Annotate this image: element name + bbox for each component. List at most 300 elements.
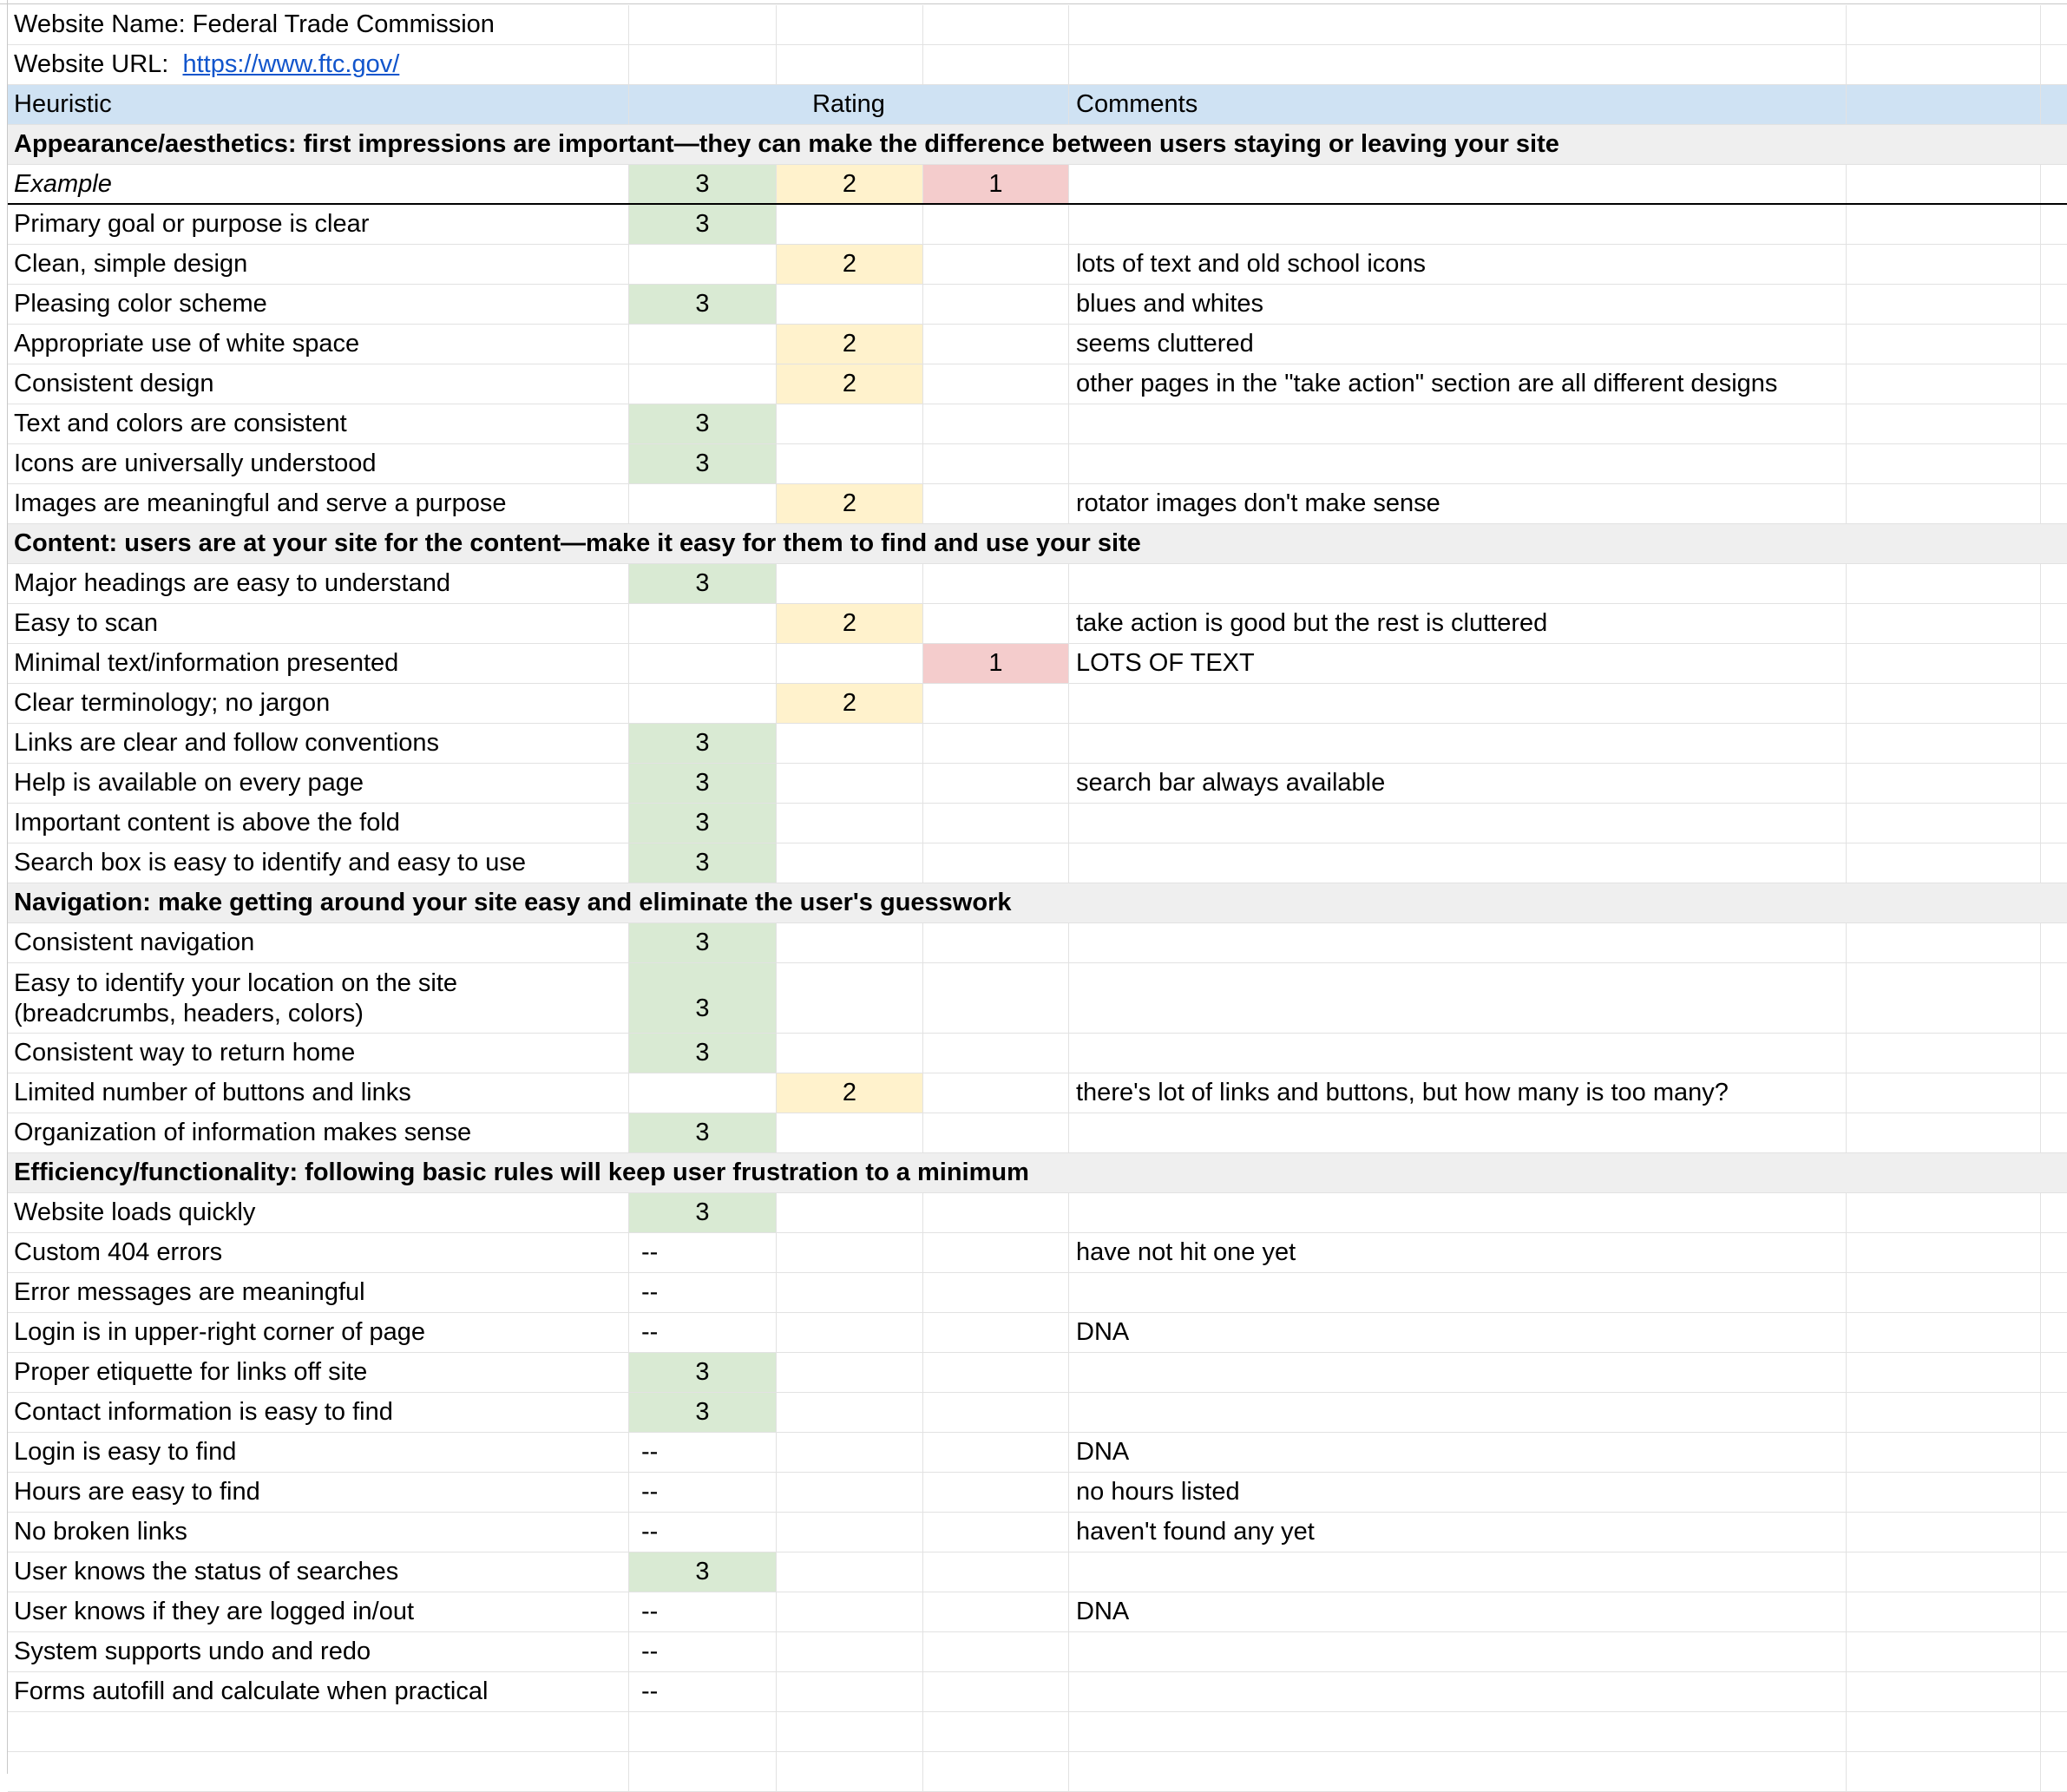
heuristic-cell[interactable]: Login is in upper-right corner of page bbox=[8, 1313, 629, 1352]
rating-cell[interactable]: 2 bbox=[777, 245, 923, 284]
empty-cell[interactable] bbox=[923, 1592, 1069, 1631]
empty-cell[interactable] bbox=[923, 604, 1069, 643]
rating-cell[interactable]: 3 bbox=[629, 205, 777, 244]
heuristic-cell[interactable]: Easy to identify your location on the site (breadcrumbs, headers, colors) bbox=[8, 963, 629, 1033]
heuristic-cell[interactable]: Consistent design bbox=[8, 364, 629, 404]
comment-cell[interactable]: seems cluttered bbox=[1069, 325, 1847, 364]
empty-cell[interactable] bbox=[1847, 1233, 2041, 1272]
header-blank[interactable] bbox=[1847, 85, 2041, 124]
empty-cell[interactable] bbox=[923, 724, 1069, 763]
rating-cell[interactable]: 2 bbox=[777, 325, 923, 364]
empty-cell[interactable] bbox=[777, 1313, 923, 1352]
section-title[interactable]: Efficiency/functionality: following basic rules will keep user frustration to a minimum bbox=[14, 1159, 1029, 1186]
empty-cell[interactable] bbox=[1847, 484, 2041, 523]
empty-cell[interactable] bbox=[1069, 684, 1847, 723]
empty-cell[interactable] bbox=[923, 1034, 1069, 1073]
empty-cell[interactable] bbox=[629, 604, 777, 643]
heuristic-cell[interactable]: Minimal text/information presented bbox=[8, 644, 629, 683]
rating-cell[interactable]: 2 bbox=[777, 484, 923, 523]
heuristic-cell[interactable]: User knows if they are logged in/out bbox=[8, 1592, 629, 1631]
heuristic-cell[interactable]: Error messages are meaningful bbox=[8, 1273, 629, 1312]
empty-cell[interactable] bbox=[2041, 724, 2067, 763]
comment-cell[interactable]: have not hit one yet bbox=[1069, 1233, 1847, 1272]
empty-cell[interactable] bbox=[923, 325, 1069, 364]
empty-cell[interactable] bbox=[777, 1193, 923, 1232]
empty-cell[interactable] bbox=[923, 205, 1069, 244]
rating-cell[interactable]: 2 bbox=[777, 604, 923, 643]
empty-cell[interactable] bbox=[1847, 5, 2041, 44]
empty-cell[interactable] bbox=[923, 1313, 1069, 1352]
empty-cell[interactable] bbox=[1069, 1752, 1847, 1791]
rating-cell[interactable]: 3 bbox=[629, 724, 777, 763]
empty-cell[interactable] bbox=[2041, 404, 2067, 443]
empty-cell[interactable] bbox=[1847, 1473, 2041, 1512]
table-row bbox=[8, 604, 2067, 644]
empty-cell[interactable] bbox=[2041, 1433, 2067, 1472]
heuristic-cell[interactable]: Hours are easy to find bbox=[8, 1473, 629, 1512]
empty-cell[interactable] bbox=[777, 404, 923, 443]
empty-cell[interactable] bbox=[2041, 764, 2067, 803]
empty-cell[interactable] bbox=[1069, 843, 1847, 883]
empty-row bbox=[8, 1752, 2067, 1792]
empty-cell[interactable] bbox=[1069, 1193, 1847, 1232]
empty-cell[interactable] bbox=[2041, 963, 2067, 1033]
rating-cell[interactable]: -- bbox=[629, 1433, 777, 1472]
rating-cell[interactable]: -- bbox=[629, 1632, 777, 1671]
empty-cell[interactable] bbox=[923, 764, 1069, 803]
empty-cell[interactable] bbox=[777, 1552, 923, 1592]
rating-cell[interactable]: -- bbox=[629, 1592, 777, 1631]
heuristic-cell[interactable]: Website loads quickly bbox=[8, 1193, 629, 1232]
empty-cell[interactable] bbox=[1847, 1552, 2041, 1592]
empty-cell[interactable] bbox=[777, 45, 923, 84]
empty-cell[interactable] bbox=[629, 484, 777, 523]
section-title[interactable]: Navigation: make getting around your site easy and eliminate the user's guesswork bbox=[14, 889, 1012, 916]
empty-cell[interactable] bbox=[923, 804, 1069, 843]
rating-cell[interactable]: 3 bbox=[629, 764, 777, 803]
empty-cell[interactable] bbox=[1069, 923, 1847, 962]
comment-cell[interactable]: DNA bbox=[1069, 1592, 1847, 1631]
rating-cell[interactable]: 3 bbox=[629, 404, 777, 443]
empty-row bbox=[8, 1712, 2067, 1752]
empty-cell[interactable] bbox=[1847, 1313, 2041, 1352]
rating-cell[interactable]: -- bbox=[629, 1233, 777, 1272]
empty-cell[interactable] bbox=[629, 5, 777, 44]
heuristic-cell[interactable]: Forms autofill and calculate when practical bbox=[8, 1672, 629, 1711]
empty-cell[interactable] bbox=[629, 1712, 777, 1751]
empty-cell[interactable] bbox=[2041, 325, 2067, 364]
empty-cell[interactable] bbox=[629, 45, 777, 84]
heuristic-cell[interactable]: Help is available on every page bbox=[8, 764, 629, 803]
empty-cell[interactable] bbox=[2041, 604, 2067, 643]
example-row bbox=[8, 165, 2067, 205]
empty-cell[interactable] bbox=[923, 1113, 1069, 1152]
rating-cell[interactable]: -- bbox=[629, 1513, 777, 1552]
heuristic-cell[interactable]: Images are meaningful and serve a purpose bbox=[8, 484, 629, 523]
comment-cell[interactable]: no hours listed bbox=[1069, 1473, 1847, 1512]
empty-cell[interactable] bbox=[1847, 1513, 2041, 1552]
empty-cell[interactable] bbox=[923, 1632, 1069, 1671]
empty-cell[interactable] bbox=[923, 1273, 1069, 1312]
empty-cell[interactable] bbox=[2041, 165, 2067, 203]
empty-cell[interactable] bbox=[777, 1233, 923, 1272]
empty-cell[interactable] bbox=[2041, 5, 2067, 44]
rating-cell[interactable]: 3 bbox=[629, 843, 777, 883]
rating-cell[interactable]: 3 bbox=[629, 963, 777, 1033]
rating-cell[interactable]: 1 bbox=[923, 644, 1069, 683]
heuristic-cell[interactable]: System supports undo and redo bbox=[8, 1632, 629, 1671]
empty-cell[interactable] bbox=[777, 205, 923, 244]
heuristic-cell[interactable]: Clean, simple design bbox=[8, 245, 629, 284]
empty-cell[interactable] bbox=[1069, 5, 1847, 44]
empty-cell[interactable] bbox=[923, 1672, 1069, 1711]
empty-cell[interactable] bbox=[1069, 804, 1847, 843]
section-title[interactable]: Content: users are at your site for the content—make it easy for them to find and use your site bbox=[14, 529, 1141, 557]
section-header-row bbox=[8, 125, 2067, 165]
empty-cell[interactable] bbox=[629, 1752, 777, 1791]
empty-cell[interactable] bbox=[923, 684, 1069, 723]
heuristic-cell[interactable]: Clear terminology; no jargon bbox=[8, 684, 629, 723]
empty-cell[interactable] bbox=[1069, 1552, 1847, 1592]
empty-cell[interactable] bbox=[629, 245, 777, 284]
rating-cell[interactable]: -- bbox=[629, 1473, 777, 1512]
empty-cell[interactable] bbox=[923, 923, 1069, 962]
comment-cell[interactable]: LOTS OF TEXT bbox=[1069, 644, 1847, 683]
empty-cell[interactable] bbox=[1069, 1273, 1847, 1312]
rating-cell[interactable]: 2 bbox=[777, 165, 923, 203]
comment-cell[interactable]: search bar always available bbox=[1069, 764, 1847, 803]
empty-cell[interactable] bbox=[1847, 764, 2041, 803]
empty-cell[interactable] bbox=[923, 1752, 1069, 1791]
heuristic-cell[interactable]: Text and colors are consistent bbox=[8, 404, 629, 443]
empty-cell[interactable] bbox=[923, 1233, 1069, 1272]
empty-cell[interactable] bbox=[923, 963, 1069, 1033]
empty-cell[interactable] bbox=[1847, 963, 2041, 1033]
heuristic-cell[interactable]: Pleasing color scheme bbox=[8, 285, 629, 324]
comment-cell[interactable]: lots of text and old school icons bbox=[1069, 245, 1847, 284]
top-border bbox=[0, 3, 2067, 4]
empty-cell[interactable] bbox=[777, 1353, 923, 1392]
empty-cell[interactable] bbox=[923, 444, 1069, 483]
empty-cell[interactable] bbox=[1847, 644, 2041, 683]
rating-cell[interactable]: 2 bbox=[777, 364, 923, 404]
empty-cell[interactable] bbox=[777, 1034, 923, 1073]
empty-cell[interactable] bbox=[923, 1193, 1069, 1232]
table-row bbox=[8, 404, 2067, 444]
heuristic-cell[interactable]: Consistent way to return home bbox=[8, 1034, 629, 1073]
empty-cell[interactable] bbox=[777, 1712, 923, 1751]
empty-cell[interactable] bbox=[1069, 1113, 1847, 1152]
empty-cell[interactable] bbox=[1069, 205, 1847, 244]
empty-cell[interactable] bbox=[923, 1473, 1069, 1512]
section-header-row bbox=[8, 883, 2067, 923]
empty-cell[interactable] bbox=[777, 724, 923, 763]
empty-cell[interactable] bbox=[1847, 1393, 2041, 1432]
empty-cell[interactable] bbox=[2041, 1233, 2067, 1272]
empty-cell[interactable] bbox=[1847, 1113, 2041, 1152]
empty-cell[interactable] bbox=[2041, 1073, 2067, 1113]
empty-cell[interactable] bbox=[2041, 1513, 2067, 1552]
empty-cell[interactable] bbox=[2041, 684, 2067, 723]
website-url-link[interactable]: https://www.ftc.gov/ bbox=[182, 50, 400, 78]
table-row bbox=[8, 923, 2067, 963]
empty-cell[interactable] bbox=[1847, 1273, 2041, 1312]
empty-cell[interactable] bbox=[1847, 444, 2041, 483]
empty-cell[interactable] bbox=[923, 1433, 1069, 1472]
empty-cell[interactable] bbox=[777, 644, 923, 683]
table-row bbox=[8, 484, 2067, 524]
empty-cell[interactable] bbox=[1847, 843, 2041, 883]
empty-cell[interactable] bbox=[923, 843, 1069, 883]
empty-cell[interactable] bbox=[629, 364, 777, 404]
empty-cell[interactable] bbox=[923, 1073, 1069, 1113]
rating-cell[interactable]: -- bbox=[629, 1672, 777, 1711]
empty-cell[interactable] bbox=[2041, 1712, 2067, 1751]
empty-cell[interactable] bbox=[1069, 404, 1847, 443]
empty-cell[interactable] bbox=[923, 484, 1069, 523]
empty-cell[interactable] bbox=[2041, 245, 2067, 284]
empty-cell[interactable] bbox=[777, 564, 923, 603]
empty-cell[interactable] bbox=[923, 245, 1069, 284]
empty-cell[interactable] bbox=[2041, 843, 2067, 883]
comment-cell[interactable]: other pages in the "take action" section are all different designs bbox=[1069, 364, 1847, 404]
header-blank[interactable] bbox=[2041, 85, 2067, 124]
comment-cell[interactable]: haven't found any yet bbox=[1069, 1513, 1847, 1552]
empty-cell[interactable] bbox=[1847, 684, 2041, 723]
empty-cell[interactable] bbox=[1847, 325, 2041, 364]
table-row bbox=[8, 1113, 2067, 1153]
empty-cell[interactable] bbox=[777, 1473, 923, 1512]
empty-cell[interactable] bbox=[8, 1752, 629, 1791]
empty-cell[interactable] bbox=[777, 5, 923, 44]
comment-cell[interactable]: rotator images don't make sense bbox=[1069, 484, 1847, 523]
empty-cell[interactable] bbox=[923, 1353, 1069, 1392]
empty-cell[interactable] bbox=[777, 963, 923, 1033]
empty-cell[interactable] bbox=[1069, 1712, 1847, 1751]
heuristic-cell[interactable]: User knows the status of searches bbox=[8, 1552, 629, 1592]
empty-cell[interactable] bbox=[1069, 1353, 1847, 1392]
empty-cell[interactable] bbox=[1069, 444, 1847, 483]
heuristic-cell[interactable]: No broken links bbox=[8, 1513, 629, 1552]
empty-cell[interactable] bbox=[923, 364, 1069, 404]
rating-cell[interactable]: -- bbox=[629, 1273, 777, 1312]
table-row bbox=[8, 1473, 2067, 1513]
empty-cell[interactable] bbox=[2041, 1393, 2067, 1432]
table-row bbox=[8, 724, 2067, 764]
comments-header[interactable]: Comments bbox=[1069, 85, 1847, 124]
heuristic-cell[interactable]: Contact information is easy to find bbox=[8, 1393, 629, 1432]
empty-cell[interactable] bbox=[1847, 165, 2041, 203]
empty-cell[interactable] bbox=[2041, 1672, 2067, 1711]
heuristic-cell[interactable]: Links are clear and follow conventions bbox=[8, 724, 629, 763]
rating-cell[interactable]: 3 bbox=[629, 1034, 777, 1073]
comment-cell[interactable]: blues and whites bbox=[1069, 285, 1847, 324]
empty-cell[interactable] bbox=[777, 444, 923, 483]
empty-cell[interactable] bbox=[777, 1393, 923, 1432]
empty-cell[interactable] bbox=[777, 764, 923, 803]
heuristic-cell[interactable]: Proper etiquette for links off site bbox=[8, 1353, 629, 1392]
empty-cell[interactable] bbox=[1847, 724, 2041, 763]
empty-cell[interactable] bbox=[2041, 644, 2067, 683]
comment-cell[interactable]: DNA bbox=[1069, 1433, 1847, 1472]
empty-cell[interactable] bbox=[2041, 804, 2067, 843]
empty-cell[interactable] bbox=[2041, 285, 2067, 324]
empty-cell[interactable] bbox=[1847, 1712, 2041, 1751]
empty-cell[interactable] bbox=[777, 1752, 923, 1791]
empty-cell[interactable] bbox=[2041, 1752, 2067, 1791]
comment-cell[interactable]: there's lot of links and buttons, but how many is too many? bbox=[1069, 1073, 1847, 1113]
empty-cell[interactable] bbox=[777, 1113, 923, 1152]
empty-cell[interactable] bbox=[777, 1433, 923, 1472]
empty-cell[interactable] bbox=[2041, 1632, 2067, 1671]
empty-cell[interactable] bbox=[777, 1592, 923, 1631]
empty-cell[interactable] bbox=[923, 404, 1069, 443]
empty-cell[interactable] bbox=[777, 843, 923, 883]
empty-cell[interactable] bbox=[777, 1273, 923, 1312]
empty-cell[interactable] bbox=[1847, 1672, 2041, 1711]
empty-cell[interactable] bbox=[629, 325, 777, 364]
empty-cell[interactable] bbox=[1847, 1353, 2041, 1392]
heuristic-cell[interactable]: Icons are universally understood bbox=[8, 444, 629, 483]
table-row bbox=[8, 1433, 2067, 1473]
empty-cell[interactable] bbox=[1847, 1193, 2041, 1232]
heuristic-cell[interactable]: Easy to scan bbox=[8, 604, 629, 643]
empty-cell[interactable] bbox=[2041, 484, 2067, 523]
empty-cell[interactable] bbox=[1069, 724, 1847, 763]
heuristic-cell[interactable]: Organization of information makes sense bbox=[8, 1113, 629, 1152]
empty-cell[interactable] bbox=[2041, 1193, 2067, 1232]
empty-cell[interactable] bbox=[2041, 1034, 2067, 1073]
empty-cell[interactable] bbox=[629, 1073, 777, 1113]
empty-cell[interactable] bbox=[777, 1513, 923, 1552]
rating-cell[interactable]: 3 bbox=[629, 444, 777, 483]
empty-cell[interactable] bbox=[1069, 45, 1847, 84]
table-row bbox=[8, 684, 2067, 724]
empty-cell[interactable] bbox=[2041, 1473, 2067, 1512]
heuristic-cell[interactable]: Appropriate use of white space bbox=[8, 325, 629, 364]
empty-cell[interactable] bbox=[777, 804, 923, 843]
rating-cell[interactable]: 2 bbox=[777, 1073, 923, 1113]
empty-cell[interactable] bbox=[1847, 1433, 2041, 1472]
empty-cell[interactable] bbox=[923, 1712, 1069, 1751]
empty-cell[interactable] bbox=[923, 564, 1069, 603]
empty-cell[interactable] bbox=[923, 1513, 1069, 1552]
empty-cell[interactable] bbox=[1847, 1752, 2041, 1791]
empty-cell[interactable] bbox=[1847, 1592, 2041, 1631]
comment-cell[interactable]: DNA bbox=[1069, 1313, 1847, 1352]
empty-cell[interactable] bbox=[2041, 1273, 2067, 1312]
heuristic-cell[interactable]: Primary goal or purpose is clear bbox=[8, 205, 629, 244]
rating-cell[interactable]: 3 bbox=[629, 1552, 777, 1592]
empty-cell[interactable] bbox=[2041, 444, 2067, 483]
heuristic-cell[interactable]: Search box is easy to identify and easy to use bbox=[8, 843, 629, 883]
rating-cell[interactable]: 3 bbox=[629, 1393, 777, 1432]
empty-cell[interactable] bbox=[1847, 364, 2041, 404]
empty-cell[interactable] bbox=[923, 1393, 1069, 1432]
empty-cell[interactable] bbox=[1069, 963, 1847, 1033]
empty-cell[interactable] bbox=[1847, 285, 2041, 324]
rating-cell[interactable]: 3 bbox=[629, 804, 777, 843]
rating-cell[interactable]: 3 bbox=[629, 564, 777, 603]
empty-cell[interactable] bbox=[2041, 205, 2067, 244]
empty-cell[interactable] bbox=[2041, 45, 2067, 84]
heuristic-cell[interactable]: Consistent navigation bbox=[8, 923, 629, 962]
section-title[interactable]: Appearance/aesthetics: first impressions are important—they can make the difference between users staying or leaving your site bbox=[14, 130, 1559, 158]
rating-cell[interactable]: 3 bbox=[629, 165, 777, 203]
empty-cell[interactable] bbox=[629, 684, 777, 723]
heuristic-cell[interactable]: Login is easy to find bbox=[8, 1433, 629, 1472]
empty-cell[interactable] bbox=[1069, 1632, 1847, 1671]
heuristic-cell[interactable]: Important content is above the fold bbox=[8, 804, 629, 843]
empty-cell[interactable] bbox=[1847, 1632, 2041, 1671]
header-row bbox=[8, 85, 2067, 125]
empty-cell[interactable] bbox=[923, 285, 1069, 324]
table-row bbox=[8, 1313, 2067, 1353]
rating-cell[interactable]: 3 bbox=[629, 1113, 777, 1152]
empty-cell[interactable] bbox=[923, 1552, 1069, 1592]
empty-cell[interactable] bbox=[923, 5, 1069, 44]
heuristic-cell[interactable]: Custom 404 errors bbox=[8, 1233, 629, 1272]
empty-cell[interactable] bbox=[1847, 804, 2041, 843]
heuristic-cell[interactable]: Major headings are easy to understand bbox=[8, 564, 629, 603]
empty-cell[interactable] bbox=[2041, 1113, 2067, 1152]
website-name-cell[interactable]: Website Name: Federal Trade Commission bbox=[8, 5, 629, 44]
empty-cell[interactable] bbox=[2041, 364, 2067, 404]
empty-cell[interactable] bbox=[629, 644, 777, 683]
empty-cell[interactable] bbox=[2041, 1313, 2067, 1352]
empty-cell[interactable] bbox=[1847, 923, 2041, 962]
empty-cell[interactable] bbox=[777, 285, 923, 324]
rating-cell[interactable]: 3 bbox=[629, 1193, 777, 1232]
rating-cell[interactable]: 3 bbox=[629, 285, 777, 324]
rating-cell[interactable]: 3 bbox=[629, 923, 777, 962]
rating-cell[interactable]: -- bbox=[629, 1313, 777, 1352]
empty-cell[interactable] bbox=[2041, 1353, 2067, 1392]
empty-cell[interactable] bbox=[1847, 1073, 2041, 1113]
empty-cell[interactable] bbox=[1069, 165, 1847, 203]
empty-cell[interactable] bbox=[1847, 404, 2041, 443]
rating-header[interactable]: Rating bbox=[629, 85, 1069, 124]
empty-cell[interactable] bbox=[2041, 1592, 2067, 1631]
empty-cell[interactable] bbox=[2041, 923, 2067, 962]
website-url-cell[interactable] bbox=[8, 45, 629, 84]
empty-cell[interactable] bbox=[2041, 1552, 2067, 1592]
heuristic-cell[interactable]: Limited number of buttons and links bbox=[8, 1073, 629, 1113]
heuristic-header[interactable]: Heuristic bbox=[8, 85, 629, 124]
empty-cell[interactable] bbox=[923, 45, 1069, 84]
empty-cell[interactable] bbox=[2041, 564, 2067, 603]
rating-cell[interactable]: 2 bbox=[777, 684, 923, 723]
empty-cell[interactable] bbox=[1069, 1393, 1847, 1432]
heuristic-cell[interactable]: Example bbox=[8, 165, 629, 203]
empty-cell[interactable] bbox=[1847, 564, 2041, 603]
empty-cell[interactable] bbox=[1069, 1672, 1847, 1711]
comment-cell[interactable]: take action is good but the rest is cluttered bbox=[1069, 604, 1847, 643]
rating-cell[interactable]: 1 bbox=[923, 165, 1069, 203]
empty-cell[interactable] bbox=[1847, 205, 2041, 244]
rating-cell[interactable]: 3 bbox=[629, 1353, 777, 1392]
empty-cell[interactable] bbox=[1847, 245, 2041, 284]
empty-cell[interactable] bbox=[1069, 564, 1847, 603]
empty-cell[interactable] bbox=[1847, 45, 2041, 84]
empty-cell[interactable] bbox=[8, 1712, 629, 1751]
empty-cell[interactable] bbox=[777, 923, 923, 962]
empty-cell[interactable] bbox=[777, 1632, 923, 1671]
empty-cell[interactable] bbox=[1069, 1034, 1847, 1073]
empty-cell[interactable] bbox=[1847, 1034, 2041, 1073]
empty-cell[interactable] bbox=[777, 1672, 923, 1711]
empty-cell[interactable] bbox=[1847, 604, 2041, 643]
